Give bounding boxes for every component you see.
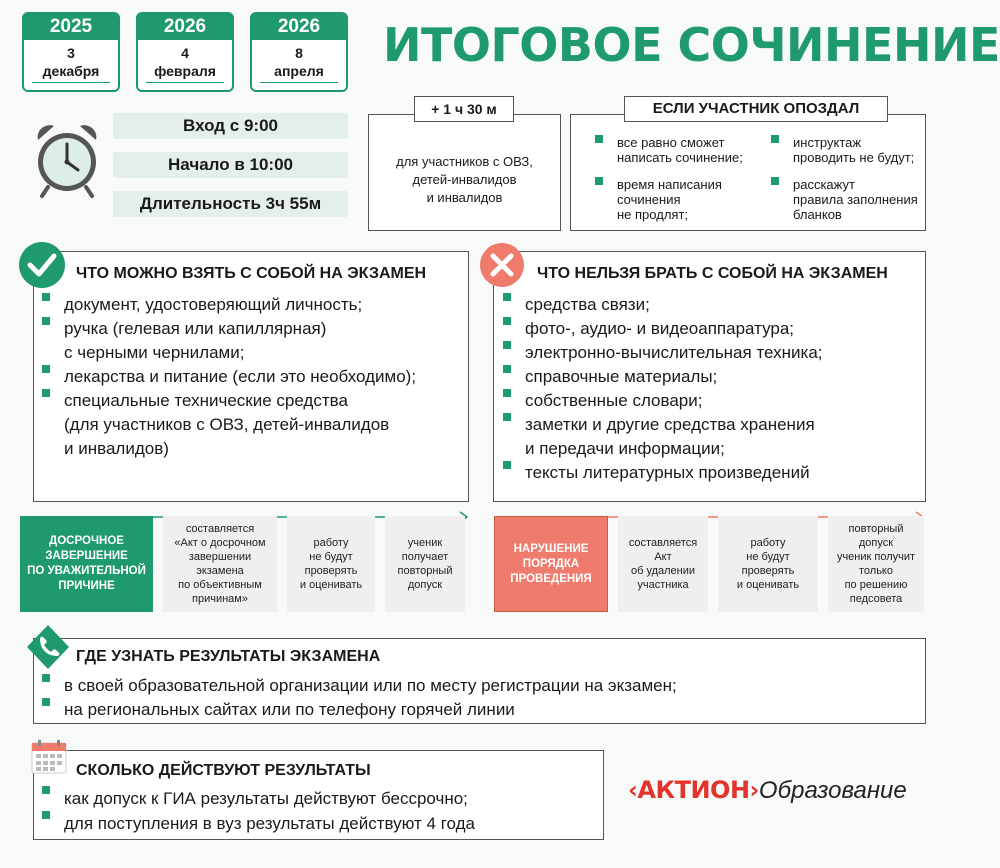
forbidden-item: справочные материалы; — [491, 365, 823, 389]
start-time: Начало в 10:00 — [113, 152, 348, 178]
late-box — [570, 114, 926, 231]
validity-item: как допуск к ГИА результаты действуют бессрочно; — [30, 786, 475, 811]
forbidden-item: фото-, аудио- и видеоаппаратура; — [491, 317, 823, 341]
date-year: 2026 — [138, 14, 232, 40]
allowed-title: ЧТО МОЖНО ВЗЯТЬ С СОБОЙ НА ЭКЗАМЕН — [76, 265, 427, 282]
forbidden-item: заметки и другие средства хранения и передачи информации; — [491, 413, 823, 461]
allowed-item: лекарства и питание (если это необходимо); — [30, 365, 416, 389]
late-tag: ЕСЛИ УЧАСТНИК ОПОЗДАЛ — [624, 96, 888, 122]
forbidden-item: электронно-вычислительная техника; — [491, 341, 823, 365]
results-title: ГДЕ УЗНАТЬ РЕЗУЛЬТАТЫ ЭКЗАМЕНА — [76, 648, 381, 665]
flow-step: повторный допуск ученик получит только по решению педсовета — [828, 516, 924, 612]
flow-early-finish: ДОСРОЧНОЕ ЗАВЕРШЕНИЕ ПО УВАЖИТЕЛЬНОЙ ПРИЧИНЕ — [20, 516, 153, 612]
late-item: инструктаж проводить не будут; — [759, 135, 924, 165]
alarm-clock-icon — [32, 120, 102, 200]
entry-time: Вход с 9:00 — [113, 113, 348, 139]
extra-time-text: для участников с ОВЗ, — [396, 154, 533, 169]
date-card-2 — [136, 12, 234, 92]
flow-step: составляется «Акт о досрочном завершении экзамена по объективным причинам» — [163, 516, 277, 612]
duration: Длительность 3ч 55м — [113, 191, 348, 217]
flow-violation: НАРУШЕНИЕ ПОРЯДКА ПРОВЕДЕНИЯ — [494, 516, 608, 612]
date-month: апреля — [260, 63, 338, 83]
date-year: 2026 — [252, 14, 346, 40]
flow-step: работу не будут проверять и оценивать — [718, 516, 818, 612]
check-icon — [18, 241, 66, 289]
late-item: время написания сочинения не продлят; — [583, 177, 748, 222]
phone-icon — [25, 624, 71, 670]
late-item: расскажут правила заполнения бланков — [759, 177, 924, 222]
cross-icon — [479, 242, 525, 288]
extra-time-text: и инвалидов — [426, 190, 503, 205]
brand-logo: ‹АКТИОН›Образование — [628, 776, 907, 804]
date-year: 2025 — [24, 14, 118, 40]
date-day: 3 — [67, 45, 75, 61]
extra-time-box — [368, 114, 561, 231]
flow-step: ученик получает повторный допуск — [385, 516, 465, 612]
allowed-item: документ, удостоверяющий личность; — [30, 293, 416, 317]
date-day: 4 — [181, 45, 189, 61]
flow-step: составляется Акт об удалении участника — [618, 516, 708, 612]
allowed-item: специальные технические средства (для участников с ОВЗ, детей-инвалидов и инвалидов) — [30, 389, 416, 461]
extra-time-text: детей-инвалидов — [412, 172, 517, 187]
validity-item: для поступления в вуз результаты действуют 4 года — [30, 811, 475, 836]
calendar-icon — [31, 740, 67, 774]
forbidden-item: тексты литературных произведений — [491, 461, 823, 485]
page-title: ИТОГОВОЕ СОЧИНЕНИЕ — [383, 18, 1000, 72]
date-month: декабря — [32, 63, 110, 83]
date-day: 8 — [295, 45, 303, 61]
date-month: февраля — [146, 63, 224, 83]
date-card-3 — [250, 12, 348, 92]
forbidden-title: ЧТО НЕЛЬЗЯ БРАТЬ С СОБОЙ НА ЭКЗАМЕН — [537, 265, 888, 282]
results-item: в своей образовательной организации или по месту регистрации на экзамен; — [30, 674, 677, 698]
date-card-1 — [22, 12, 120, 92]
results-item: на региональных сайтах или по телефону горячей линии — [30, 698, 677, 722]
forbidden-item: средства связи; — [491, 293, 823, 317]
allowed-item: ручка (гелевая или капиллярная) с черными чернилами; — [30, 317, 416, 365]
validity-title: СКОЛЬКО ДЕЙСТВУЮТ РЕЗУЛЬТАТЫ — [76, 762, 371, 779]
flow-step: работу не будут проверять и оценивать — [287, 516, 375, 612]
extra-time-tag: + 1 ч 30 м — [414, 96, 514, 122]
forbidden-item: собственные словари; — [491, 389, 823, 413]
late-item: все равно сможет написать сочинение; — [583, 135, 748, 165]
